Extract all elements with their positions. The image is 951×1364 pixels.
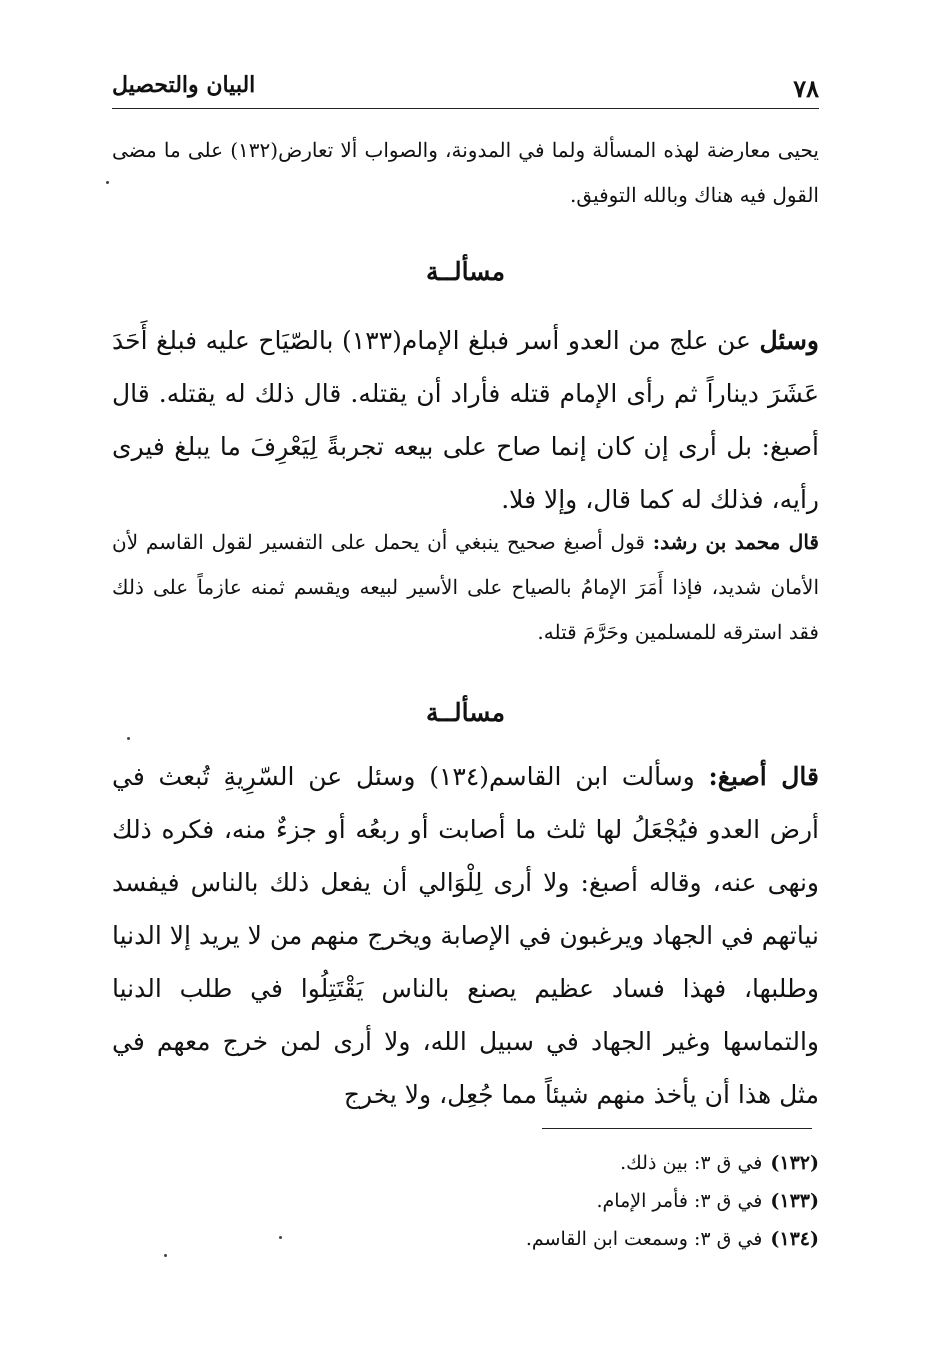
footnote-number: (١٣٤) — [770, 1228, 819, 1250]
footnote-item — [112, 1144, 819, 1182]
footnote-separator — [542, 1128, 812, 1129]
page-number: ٧٨ — [793, 74, 819, 103]
question-text: عن علج من العدو أسر فبلغ الإمام(١٣٣) بالصّيَاح عليه فبلغ أَحَدَ عَشَرَ ديناراً ثم رأى الإمام قتله فأراد أن يقتله. قال ذلك له يقتله. قال أصبغ: بل أرى إن كان إنما صاح على بيعه تجربةً لِيَعْرِفَ ما يبلغ فيرى رأيه، فذلك له كما قال، وإلا فلا. — [112, 326, 819, 514]
running-head — [112, 68, 819, 109]
scan-speck — [106, 181, 109, 184]
footnote-text: في ق ٣: بين ذلك. — [620, 1152, 763, 1174]
footnote-number: (١٣٣) — [770, 1190, 819, 1212]
section2-paragraph — [112, 750, 819, 1121]
question-paragraph — [112, 314, 819, 526]
section-heading-2: مسألــة — [426, 698, 505, 727]
footnote-number: (١٣٢) — [770, 1152, 819, 1174]
footnote-item — [112, 1182, 819, 1220]
footnote-item — [112, 1220, 819, 1258]
footnote-text: في ق ٣: وسمعت ابن القاسم. — [525, 1228, 763, 1250]
section-heading-1: مسألــة — [426, 257, 505, 286]
footnotes — [112, 1144, 819, 1258]
question-lead: وسئل — [759, 326, 819, 355]
section2-lead: قال أصبغ: — [708, 762, 819, 791]
book-title: البيان والتحصيل — [112, 72, 256, 98]
scan-speck — [279, 1236, 282, 1239]
scan-speck — [127, 737, 130, 740]
section2-text: وسألت ابن القاسم(١٣٤) وسئل عن السّرِيةِ تُبعث في أرض العدو فيُجْعَلُ لها ثلث ما أصابت أو ربعُه أو جزءٌ منه، فكره ذلك ونهى عنه، وقاله أصبغ: ولا أرى لِلْوَالي أن يفعل ذلك بالناس فيفسد نياتهم في الجهاد ويرغبون في الإصابة ويخرج منهم من لا يريد إلا الدنيا وطلبها، فهذا فساد عظيم يصنع بالناس يَقْتَتِلُوا في طلب الدنيا والتماسها وغير الجهاد في سبيل الله، ولا أرى لمن خرج معهم في مثل هذا أن يأخذ منهم شيئاً مما جُعِل، ولا يخرج — [112, 762, 819, 1109]
intro-paragraph — [112, 128, 819, 218]
commentary-text: قول أصبغ صحيح ينبغي أن يحمل على التفسير لقول القاسم لأن الأمان شديد، فإذا أَمَرَ الإمامُ بالصياح على الأسير لبيعه ويقسم ثمنه عازماً على ذلك فقد استرقه للمسلمين وحَرَّمَ قتله. — [112, 530, 820, 644]
scan-speck — [164, 1254, 167, 1257]
footnote-text: في ق ٣: فأمر الإمام. — [596, 1190, 763, 1212]
commentary-paragraph — [112, 520, 819, 655]
commentary-lead: قال محمد بن رشد: — [652, 530, 819, 554]
intro-text: يحيى معارضة لهذه المسألة ولما في المدونة، والصواب ألا تعارض(١٣٢) على ما مضى القول فيه هناك وبالله التوفيق. — [112, 138, 819, 207]
